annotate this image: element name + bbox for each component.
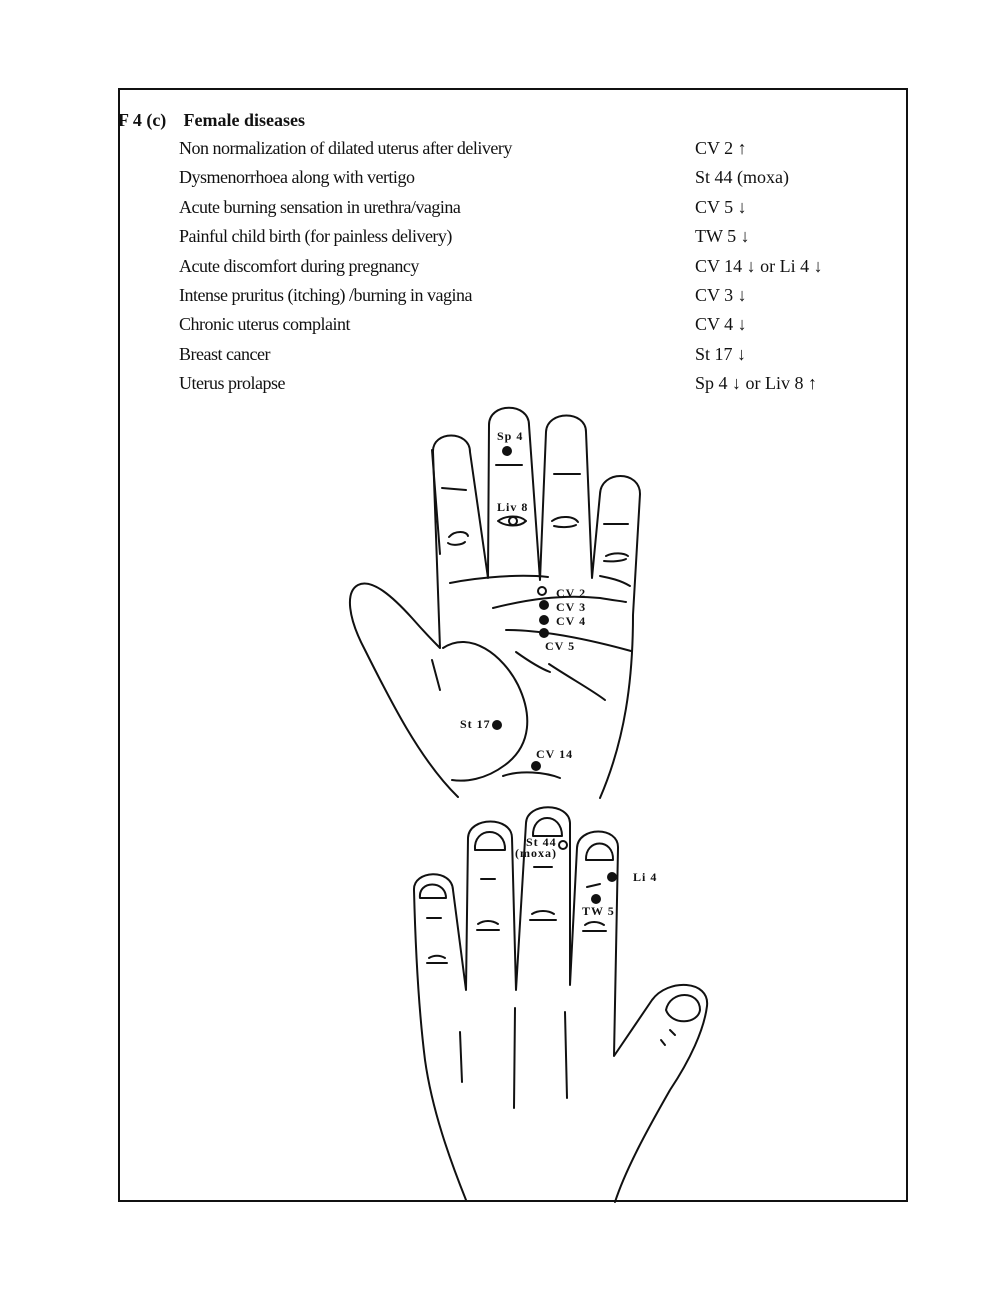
cv5-label: CV 5: [545, 639, 576, 653]
cv3-label: CV 3: [556, 600, 587, 614]
liv8-label: Liv 8: [497, 500, 529, 514]
tw5-point: [591, 894, 601, 904]
point-text: TW 5 ↓: [695, 226, 750, 247]
st44-point: [559, 841, 567, 849]
cv2-point: [538, 587, 546, 595]
cv14-label: CV 14: [536, 747, 574, 761]
palm-acupoints: [460, 429, 586, 771]
point-text: Sp 4 ↓ or Liv 8 ↑: [695, 373, 818, 394]
st17-point: [492, 720, 502, 730]
sp4-label: Sp 4: [497, 429, 524, 443]
liv8-point: [509, 517, 517, 525]
st17-label: St 17: [460, 717, 491, 731]
condition-text: Acute burning sensation in urethra/vagina: [179, 196, 461, 217]
point-text: St 44 (moxa): [695, 167, 789, 188]
sp4-point: [502, 446, 512, 456]
condition-text: Breast cancer: [179, 343, 270, 364]
point-text: St 17 ↓: [695, 343, 747, 364]
condition-text: Painful child birth (for painless delivery): [179, 226, 452, 247]
tw5-label: TW 5: [582, 904, 615, 918]
palm-hand-drawing: [350, 408, 640, 798]
st44-label: St 44: [526, 835, 557, 849]
condition-text: Chronic uterus complaint: [179, 314, 350, 335]
condition-text: Non normalization of dilated uterus after delivery: [179, 138, 512, 158]
back-acupoints: [515, 835, 657, 918]
cv2-label: CV 2: [556, 586, 587, 600]
section-title: Female diseases: [183, 110, 305, 130]
section-code: F 4 (c): [118, 110, 167, 130]
cv4-label: CV 4: [556, 614, 587, 628]
li4-point: [607, 872, 617, 882]
moxa-label: (moxa): [515, 846, 557, 860]
point-text: CV 2 ↑: [695, 138, 747, 158]
condition-text: Uterus prolapse: [179, 373, 285, 394]
cv14-point: [531, 761, 541, 771]
cv5-point: [539, 628, 549, 638]
condition-text: Dysmenorrhoea along with vertigo: [179, 167, 415, 188]
point-text: CV 4 ↓: [695, 314, 747, 335]
back-hand-drawing: [414, 807, 707, 1202]
point-text: CV 14 ↓ or Li 4 ↓: [695, 255, 823, 276]
cv3-point: [539, 600, 549, 610]
point-text: CV 5 ↓: [695, 196, 747, 217]
condition-text: Intense pruritus (itching) /burning in vagina: [179, 284, 472, 305]
li4-label: Li 4: [633, 870, 658, 884]
condition-text: Acute discomfort during pregnancy: [179, 255, 419, 276]
cv4-point: [539, 615, 549, 625]
point-text: CV 3 ↓: [695, 284, 747, 305]
